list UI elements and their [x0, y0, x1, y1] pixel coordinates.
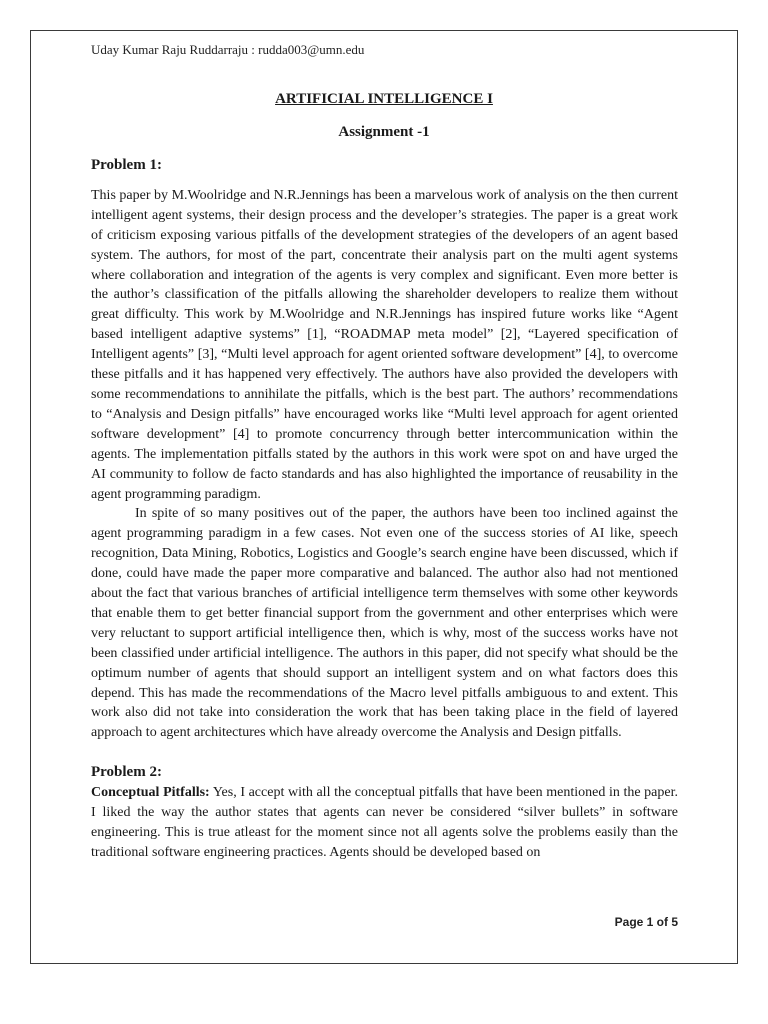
- document-title: ARTIFICIAL INTELLIGENCE I: [275, 91, 493, 107]
- document-body: [91, 156, 678, 863]
- problem1-paragraph-1: This paper by M.Woolridge and N.R.Jennings has been a marvelous work of analysis on the then current intelligent agent systems, their design process and the developer’s strategies. The paper is a great work of criticism exposing various pitfalls of the development strategies of the developers of an agent based system. The authors, for most of the part, concentrate their analysis part on the multi agent systems where collaboration and integration of the agents is very complex and significant. Even more better is the author’s classification of the pitfalls allowing the shareholder developers to realize them without great difficulty. This work by M.Woolridge and N.R.Jennings has inspired future works like “Agent based intelligent adaptive systems” [1], “ROADMAP meta model” [2], “Layered specification of Intelligent agents” [3], “Multi level approach for agent oriented software development” [4], to overcome these pitfalls and it has happened very effectively. The authors have also provided the developers with some recommendations to annihilate the pitfalls, which is the best part. The authors’ recommendations to “Analysis and Design pitfalls” have encouraged works like “Multi level approach for agent oriented software development” [4] to promote concurrency through better intercommunication within the agents. The implementation pitfalls stated by the authors in this work were spot on and have urged the AI community to follow de facto standards and has also highlighted the importance of reusability in the agent programming paradigm.: [91, 187, 678, 502]
- author-header: Uday Kumar Raju Ruddarraju : rudda003@umn.edu: [91, 42, 365, 57]
- problem2-paragraph-1: [91, 783, 678, 863]
- problem1-heading: Problem 1:: [91, 157, 162, 173]
- problem2-heading: Problem 2:: [91, 764, 162, 781]
- problem2-paragraph-text: Yes, I accept with all the conceptual pitfalls that have been mentioned in the paper. I liked the way the author states that agents can never be considered “silver bullets” in software engineering. This is true atleast for the moment since not all agents solve the problems easily than the traditional software engineering practices. Agents should be developed based on: [91, 785, 678, 860]
- conceptual-pitfalls-label: Conceptual Pitfalls:: [91, 785, 210, 801]
- problem1-paragraph-2: In spite of so many positives out of the paper, the authors have been too inclined against the agent programming paradigm in a few cases. Not even one of the success stories of AI like, speech recognition, Data Mining, Robotics, Logistics and Google’s search engine have been discussed, which if done, could have made the paper more comparative and balanced. The author also had not mentioned about the fact that various branches of artificial intelligence term themselves with some other keywords that enable them to get better financial support from the government and other enterprises which were very reluctant to support artificial intelligence then, which is why, most of the success works have not been classified under artificial intelligence. The authors in this paper, did not specify what should be the optimum number of agents that should support an intelligent system and on what factors does this depend. This has made the recommendations of the Macro level pitfalls ambiguous to and extent. This work also did not take into consideration the work that has been taking place in the field of layered approach to agent architectures which have already overcome the Analysis and Design pitfalls.: [91, 506, 678, 741]
- document-subtitle: Assignment -1: [338, 124, 430, 140]
- page-number: Page 1 of 5: [614, 915, 678, 929]
